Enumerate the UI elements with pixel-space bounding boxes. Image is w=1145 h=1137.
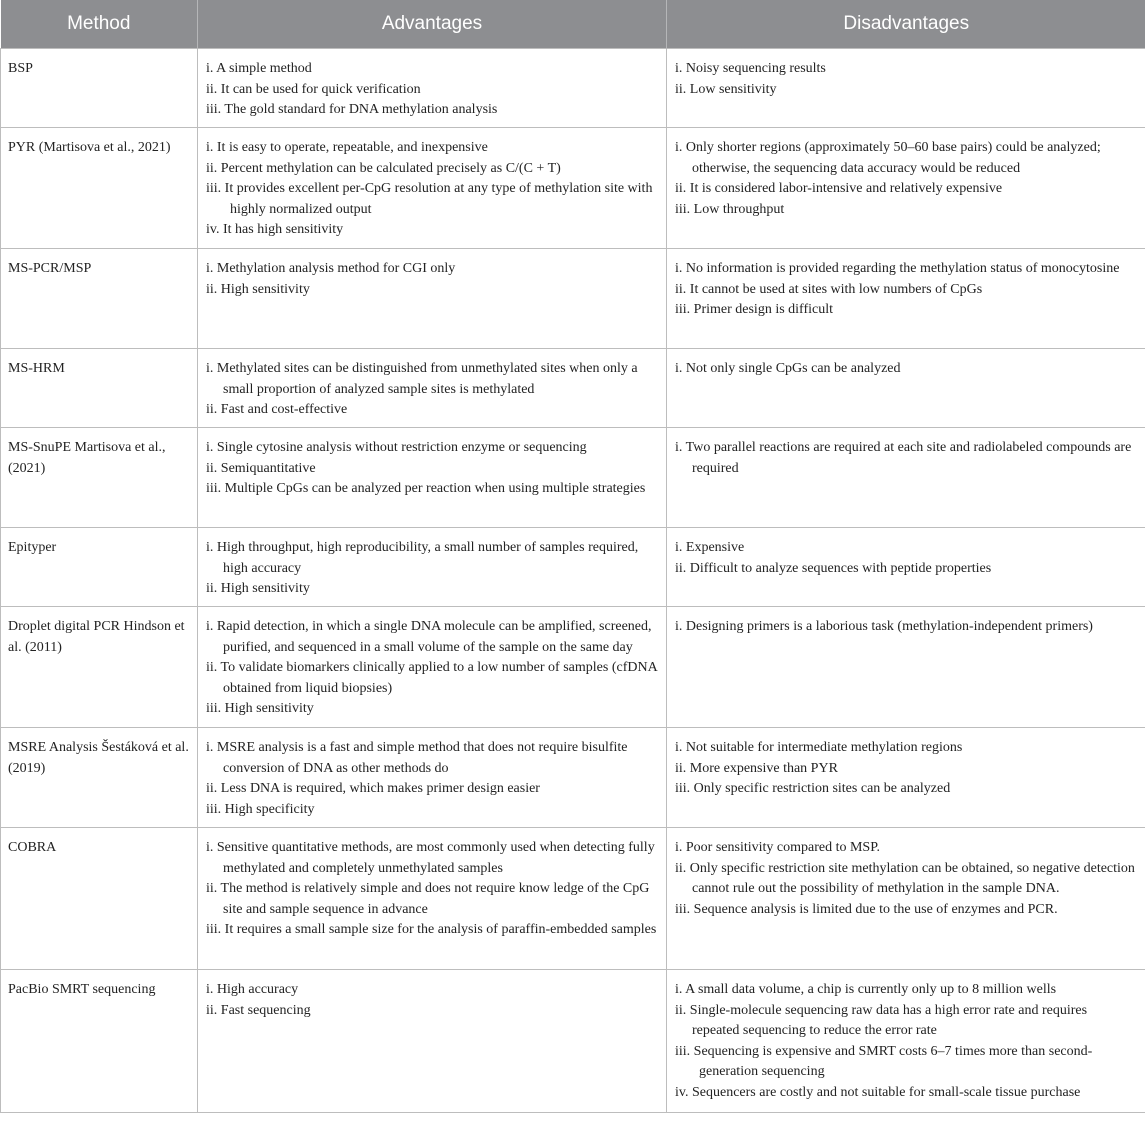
advantage-item: ii. High sensitivity [206,581,310,597]
table-row [1,728,1145,828]
disadvantages-cell [667,828,1145,970]
advantages-cell [198,349,667,428]
advantage-item: ii. It can be used for quick verification [206,81,421,97]
disadvantages-cell [667,528,1145,607]
disadvantage-item: i. Expensive [675,540,745,555]
advantages-cell [198,970,667,1113]
advantage-item: i. Methylation analysis method for CGI only [206,261,456,276]
advantage-item: i. Rapid detection, in which a single DNA molecule can be amplified, screened, purified, and sequenced in a small volume of the sample on the same day [206,619,652,655]
table-row [1,970,1145,1113]
advantages-cell [198,607,667,728]
disadvantage-item: ii. It is considered labor-intensive and relatively expensive [675,181,1003,197]
disadvantage-item: iii. Only specific restriction sites can be analyzed [675,781,951,797]
method-cell: MSRE Analysis Šestáková et al. (2019) [1,728,198,828]
advantage-item: i. Methylated sites can be distinguished from unmethylated sites when only a small proportion of analyzed sample sites is methylated [206,361,638,397]
advantages-cell [198,249,667,349]
advantage-item: iii. High specificity [206,801,315,817]
advantages-cell [198,49,667,128]
header-method: Method [1,0,198,49]
advantages-cell [198,428,667,528]
disadvantage-item: i. Not suitable for intermediate methylation regions [675,740,963,755]
advantage-item: i. MSRE analysis is a fast and simple method that does not require bisulfite conversion of DNA as other methods do [206,740,628,776]
advantage-item: iii. The gold standard for DNA methylation analysis [206,102,498,118]
advantage-item: iii. It requires a small sample size for the analysis of paraffin-embedded samples [206,922,657,938]
disadvantage-item: i. Only shorter regions (approximately 50–60 base pairs) could be analyzed; otherwise, the sequencing data accuracy would be reduced [675,140,1101,176]
disadvantage-item: i. Not only single CpGs can be analyzed [675,361,901,376]
disadvantages-cell [667,349,1145,428]
advantage-item: ii. The method is relatively simple and does not require know ledge of the CpG site and sample sequence in advance [206,881,650,917]
advantage-item: iii. It provides excellent per-CpG resolution at any type of methylation site with highly normalized output [206,181,653,217]
advantages-cell [198,528,667,607]
advantage-item: ii. Less DNA is required, which makes primer design easier [206,781,540,797]
disadvantage-item: iv. Sequencers are costly and not suitable for small-scale tissue purchase [675,1084,1081,1100]
advantage-item: iii. High sensitivity [206,701,314,717]
disadvantage-item: ii. Low sensitivity [675,81,777,97]
advantage-item: iv. It has high sensitivity [206,222,344,238]
disadvantages-cell [667,428,1145,528]
disadvantages-cell [667,607,1145,728]
table-row [1,49,1145,128]
advantage-item: i. Single cytosine analysis without restriction enzyme or sequencing [206,440,587,455]
method-cell: Droplet digital PCR Hindson et al. (2011) [1,607,198,728]
disadvantages-cell [667,728,1145,828]
disadvantage-item: iii. Low throughput [675,201,785,217]
method-cell: COBRA [1,828,198,970]
advantage-item: ii. Semiquantitative [206,460,316,476]
advantage-item: ii. High sensitivity [206,281,310,297]
table-row [1,349,1145,428]
table-row [1,428,1145,528]
advantage-item: ii. Fast sequencing [206,1002,311,1018]
table-row [1,249,1145,349]
advantage-item: ii. Fast and cost-effective [206,402,348,418]
advantage-item: i. Sensitive quantitative methods, are most commonly used when detecting fully methylated and completely unmethylated samples [206,840,655,876]
table-row [1,607,1145,728]
disadvantage-item: ii. Difficult to analyze sequences with peptide properties [675,560,992,576]
disadvantage-item: i. Noisy sequencing results [675,61,826,76]
advantage-item: i. High throughput, high reproducibility, a small number of samples required, high accuracy [206,540,639,576]
disadvantage-item: ii. Only specific restriction site methylation can be obtained, so negative detection cannot rule out the possibility of methylation in the sample DNA. [675,860,1135,897]
table-row [1,828,1145,970]
disadvantages-cell [667,49,1145,128]
disadvantage-item: ii. It cannot be used at sites with low numbers of CpGs [675,281,983,297]
advantage-item: i. High accuracy [206,982,299,997]
header-disadvantages: Disadvantages [667,0,1145,49]
advantage-item: i. It is easy to operate, repeatable, and inexpensive [206,140,488,155]
header-advantages: Advantages [198,0,667,49]
disadvantage-item: iii. Sequencing is expensive and SMRT costs 6–7 times more than second-generation sequencing [675,1043,1093,1080]
header-row [1,0,1145,49]
advantage-item: iii. Multiple CpGs can be analyzed per reaction when using multiple strategies [206,481,646,497]
method-cell: PacBio SMRT sequencing [1,970,198,1113]
disadvantage-item: ii. More expensive than PYR [675,760,838,776]
disadvantage-item: i. Designing primers is a laborious task (methylation-independent primers) [675,619,1093,634]
method-cell: PYR (Martisova et al., 2021) [1,128,198,249]
disadvantage-item: i. A small data volume, a chip is currently only up to 8 million wells [675,982,1057,997]
disadvantage-item: iii. Primer design is difficult [675,302,834,318]
method-cell: MS-PCR/MSP [1,249,198,349]
disadvantages-cell [667,128,1145,249]
advantage-item: ii. Percent methylation can be calculated precisely as C/(C + T) [206,160,561,176]
disadvantages-cell [667,970,1145,1113]
advantage-item: ii. To validate biomarkers clinically applied to a low number of samples (cfDNA obtained from liquid biopsies) [206,660,657,696]
method-cell: MS-SnuPE Martisova et al., (2021) [1,428,198,528]
advantage-item: i. A simple method [206,61,312,76]
disadvantage-item: i. No information is provided regarding the methylation status of monocytosine [675,261,1120,276]
advantages-cell [198,728,667,828]
method-cell: BSP [1,49,198,128]
method-cell: MS-HRM [1,349,198,428]
disadvantages-cell [667,249,1145,349]
disadvantage-item: i. Poor sensitivity compared to MSP. [675,840,880,855]
table-row [1,528,1145,607]
table-row [1,128,1145,249]
disadvantage-item: ii. Single-molecule sequencing raw data has a high error rate and requires repeated sequencing to reduce the error rate [675,1002,1088,1039]
disadvantage-item: i. Two parallel reactions are required at each site and radiolabeled compounds are required [675,440,1132,476]
advantages-cell [198,128,667,249]
disadvantage-item: iii. Sequence analysis is limited due to the use of enzymes and PCR. [675,901,1058,917]
method-cell: Epityper [1,528,198,607]
advantages-cell [198,828,667,970]
